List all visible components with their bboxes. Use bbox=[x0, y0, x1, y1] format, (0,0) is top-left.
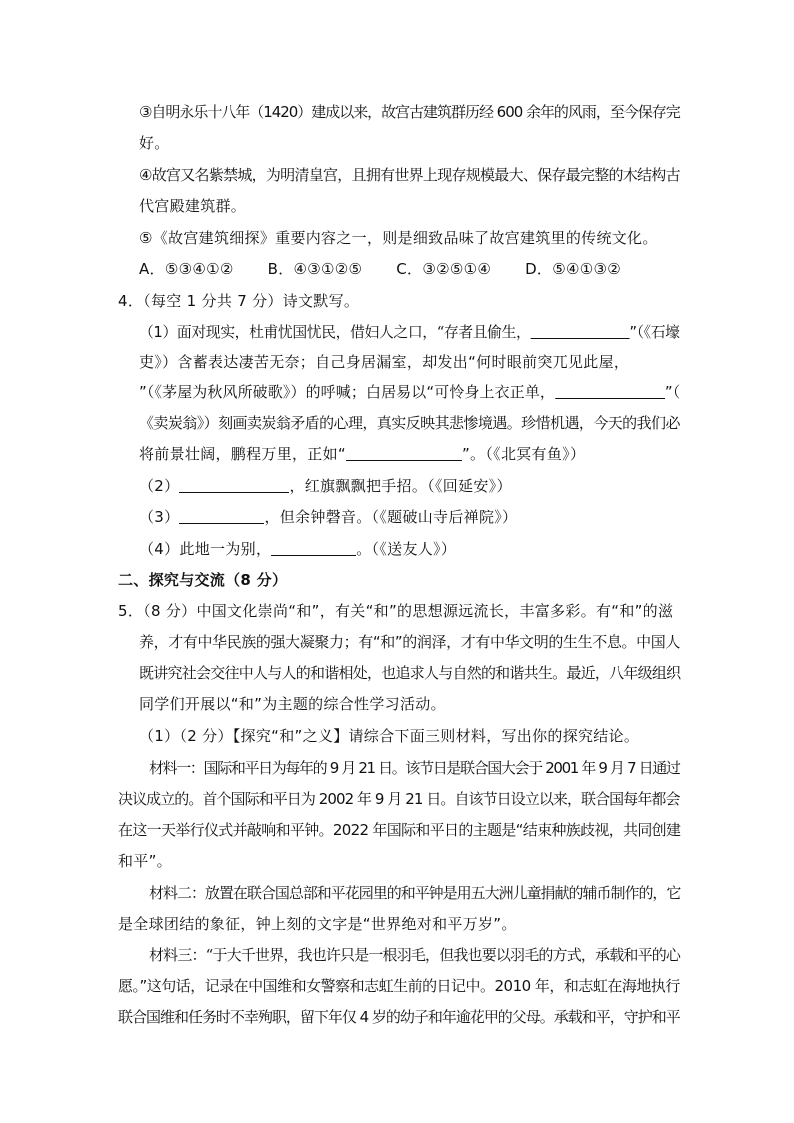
q4-part1-line1 bbox=[139, 322, 680, 342]
q4-part1-line5-end: ”。（《北冥有鱼》） bbox=[461, 445, 586, 463]
q3-item-5-line1: ⑤《故宫建筑细探》重要内容之一，则是细致品味了故宫建筑里的传统文化。 bbox=[139, 229, 658, 247]
answer-blank-6[interactable] bbox=[179, 508, 264, 524]
answer-blank-5[interactable] bbox=[179, 477, 289, 493]
q4-part1-line5 bbox=[139, 444, 585, 464]
section-title: 二、探究与交流（8 分） bbox=[118, 571, 288, 589]
q4-part1-line3-end: ”（ bbox=[664, 383, 681, 401]
q4-part1-line5-text: 将前景壮阔，鹏程万里，正如“ bbox=[139, 445, 346, 463]
material-1-line1: 材料一：国际和平日为每年的 9 月 21 日。该节日是联合国大会于 2001 年 9 月 7 日通过 bbox=[149, 759, 680, 777]
q4-part1-line3-text: ”（《茅屋为秋风所破歌》）的呼喊；白居易以“可怜身上衣正单， bbox=[139, 383, 556, 401]
q4-part1-line2: 吏》）含蓄表达凄苦无奈；自己身居漏室，却发出“何时眼前突兀见此屋， bbox=[139, 353, 630, 371]
q3-options bbox=[139, 259, 621, 279]
answer-blank-3[interactable] bbox=[555, 383, 665, 399]
material-3-line1: 材料三：“于大千世界，我也许只是一根羽毛，但我也要以羽毛的方式，承载和平的心 bbox=[149, 946, 681, 964]
q4-part2-label: （2） bbox=[139, 477, 180, 495]
material-3-line2: 愿。”这句话，记录在中国维和女警察和志虹生前的日记中。2010 年，和志虹在海地执行 bbox=[118, 977, 680, 995]
answer-blank-4[interactable] bbox=[346, 445, 462, 461]
q4-part2 bbox=[139, 476, 512, 496]
option-a: A．⑤③④①② bbox=[139, 260, 234, 278]
material-1-line2: 决议成立的。首个国际和平日为 2002 年 9 月 21 日。自该节日设立以来，联合国每年都会 bbox=[118, 790, 680, 808]
q4-part3 bbox=[139, 507, 517, 527]
q4-part1-line4: 《卖炭翁》）刻画卖炭翁矛盾的心理，真实反映其悲惨境遇。珍惜机遇，今天的我们必 bbox=[139, 414, 680, 432]
q4-part3-text: ，但余钟磬音。（《题破山寺后禅院》） bbox=[264, 508, 518, 526]
q4-part4 bbox=[139, 539, 456, 559]
q5-line2: 养，才有中华民族的强大凝聚力；有“和”的润泽，才有中华文明的生生不息。中国人 bbox=[139, 633, 680, 651]
option-d: D．⑤④①③② bbox=[525, 260, 621, 278]
q3-item-3-line1: ③自明永乐十八年（1420）建成以来，故宫古建筑群历经 600 余年的风雨，至今保存完 bbox=[139, 103, 680, 121]
q4-part2-text: ，红旗飘飘把手招。（《回延安》） bbox=[289, 477, 512, 495]
material-3-line3: 联合国维和任务时不幸殉职，留下年仅 4 岁的幼子和年逾花甲的父母。承载和平，守护和平 bbox=[118, 1008, 680, 1026]
q5-line3: 既讲究社会交往中人与人的和谐相处，也追求人与自然的和谐共生。最近，八年级组织 bbox=[139, 664, 681, 682]
q4-part1-source: ”（《石壕 bbox=[629, 323, 680, 341]
answer-blank-1[interactable] bbox=[530, 323, 629, 339]
answer-blank-7[interactable] bbox=[271, 540, 356, 556]
q4-part1-quote: “存者且偷生， bbox=[436, 323, 531, 341]
q5-line4: 同学们开展以“和”为主题的综合性学习活动。 bbox=[139, 695, 446, 713]
q4-part4-text: 。（《送友人》） bbox=[356, 540, 457, 558]
q5-sub1: （1）（2 分）【探究“和”之义】请综合下面三则材料，写出你的探究结论。 bbox=[139, 727, 640, 745]
q3-item-4-line1: ④故宫又名紫禁城，为明清皇宫，且拥有世界上现存规模最大、保存最完整的木结构古 bbox=[139, 166, 680, 184]
q5-line1: 5．（8 分）中国文化崇尚“和”，有关“和”的思想源远流长，丰富多彩。有“和”的滋 bbox=[118, 602, 674, 620]
q4-part4-label: （4）此地一为别， bbox=[139, 540, 272, 558]
q3-item-4-line2: 代宫殿建筑群。 bbox=[139, 197, 247, 215]
material-2-line1: 材料二：放置在联合国总部和平花园里的和平钟是用五大洲儿童捐献的辅币制作的，它 bbox=[149, 884, 681, 902]
q4-header: 4．（每空 1 分共 7 分）诗文默写。 bbox=[118, 292, 360, 310]
q3-item-3-line2: 好。 bbox=[139, 134, 170, 152]
material-1-line4: 和平”。 bbox=[118, 852, 172, 870]
material-1-line3: 在这一天举行仪式并敲响和平钟。2022 年国际和平日的主题是“结束种族歧视，共同创建 bbox=[118, 821, 681, 839]
q4-part1-line3 bbox=[139, 382, 680, 402]
q4-part3-label: （3） bbox=[139, 508, 180, 526]
material-2-line2: 是全球团结的象征，钟上刻的文字是“世界绝对和平万岁”。 bbox=[118, 915, 517, 933]
q4-part1-text: （1）面对现实，杜甫忧国忧民，借妇人之口， bbox=[139, 323, 437, 341]
option-c: C．③②⑤①④ bbox=[396, 260, 492, 278]
option-b: B．④③①②⑤ bbox=[267, 260, 363, 278]
